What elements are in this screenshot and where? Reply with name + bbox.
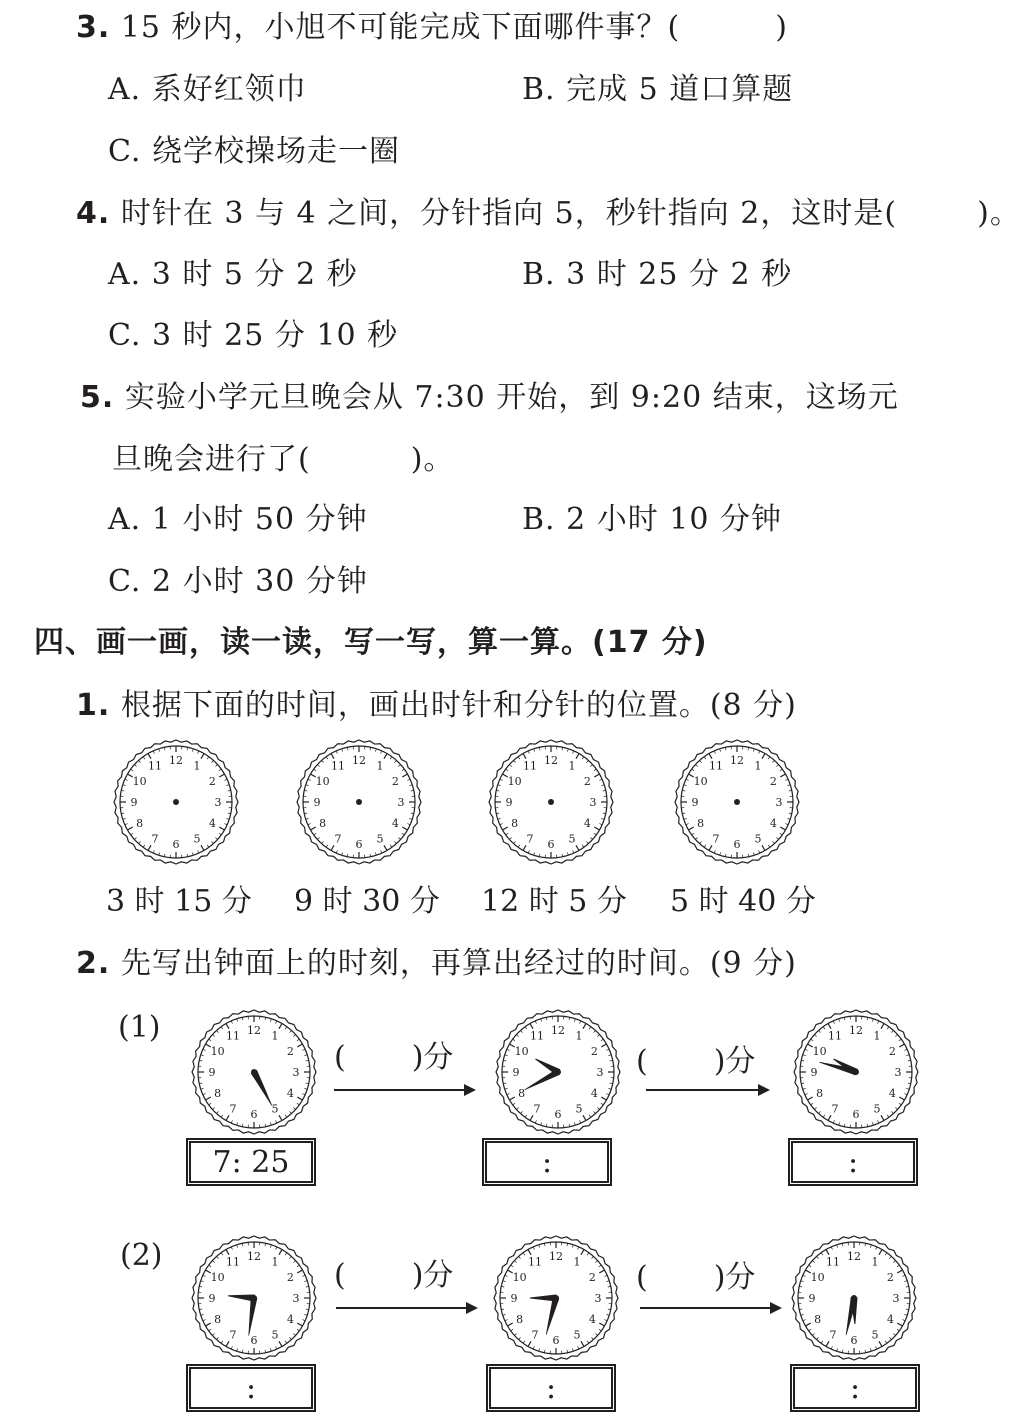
- question-paren-close: )。: [977, 196, 1021, 231]
- clock-number: 8: [214, 1313, 222, 1326]
- clock-number: 12: [544, 754, 558, 767]
- clock-number: 12: [730, 754, 744, 767]
- clock-number: 6: [355, 838, 363, 851]
- clock-number: 7: [151, 832, 159, 846]
- clock-number: 1: [193, 759, 201, 773]
- clock-number: 11: [530, 1029, 544, 1043]
- option-a: A. 3 时 5 分 2 秒: [108, 257, 358, 292]
- clock-center: [251, 1069, 257, 1075]
- clock-number: 9: [208, 1292, 216, 1305]
- clock-center: [555, 1069, 561, 1075]
- part-2-text: 先写出钟面上的时刻，再算出经过的时间。(9 分): [120, 946, 797, 981]
- clock-number: 5: [568, 832, 576, 846]
- clock-number: 9: [808, 1292, 816, 1305]
- clock-number: 1: [376, 759, 384, 773]
- arrow-right-icon: [334, 1298, 480, 1318]
- clock-number: 2: [286, 1271, 294, 1284]
- time-box[interactable]: :: [788, 1138, 918, 1186]
- clock-number: 12: [247, 1250, 261, 1263]
- clock-number: 5: [575, 1102, 583, 1116]
- clock-number: 5: [193, 832, 201, 846]
- clock-number: 2: [769, 775, 777, 788]
- clock-number: 7: [526, 832, 534, 846]
- question-number: 3.: [76, 10, 111, 45]
- clock-number: 9: [691, 796, 699, 809]
- time-box[interactable]: :: [486, 1364, 616, 1412]
- clock-number: 3: [397, 796, 405, 809]
- clock-number: 10: [210, 1045, 225, 1058]
- clock-number: 4: [208, 817, 216, 830]
- clock-number: 8: [511, 817, 519, 830]
- part-1-heading: 1. 根据下面的时间，画出时针和分针的位置。(8 分): [76, 688, 797, 723]
- clock-number: 4: [888, 1087, 896, 1100]
- clock-number: 12: [169, 754, 183, 767]
- clock-number: 11: [709, 759, 723, 773]
- clock-blank: [673, 738, 801, 866]
- clock-a1: [190, 1008, 318, 1136]
- clock-number: 9: [810, 1066, 818, 1079]
- option-c: C. 2 小时 30 分钟: [108, 564, 368, 599]
- arrow-right-icon: [332, 1080, 478, 1100]
- clock-number: 6: [850, 1334, 858, 1347]
- clock-number: 7: [829, 1328, 837, 1342]
- clock-number: 10: [512, 1271, 527, 1284]
- clock-a2: [494, 1008, 622, 1136]
- time-box[interactable]: :: [790, 1364, 920, 1412]
- clock-number: 7: [531, 1328, 539, 1342]
- clock-number: 8: [319, 817, 327, 830]
- clock-number: 11: [528, 1255, 542, 1269]
- clock-number: 4: [286, 1313, 294, 1326]
- row-label: (2): [120, 1238, 163, 1273]
- clock-number: 7: [533, 1102, 541, 1116]
- clock-number: 2: [286, 1045, 294, 1058]
- clock-number: 1: [575, 1029, 583, 1043]
- clock-number: 11: [523, 759, 537, 773]
- clock-number: 4: [588, 1313, 596, 1326]
- clock-number: 2: [208, 775, 216, 788]
- question-text: 时针在 3 与 4 之间，分针指向 5，秒针指向 2，这时是(: [120, 196, 898, 231]
- clock-number: 3: [596, 1066, 604, 1079]
- clock-center: [173, 799, 179, 805]
- question-3: [76, 8, 788, 48]
- clock-center: [356, 799, 362, 805]
- clock-number: 12: [551, 1024, 565, 1037]
- question-number: 4.: [76, 196, 111, 231]
- clock-number: 2: [391, 775, 399, 788]
- question-number: 5.: [80, 380, 115, 415]
- part-1-text: 根据下面的时间，画出时针和分针的位置。(8 分): [120, 688, 797, 723]
- clock-number: 3: [594, 1292, 602, 1305]
- clock-number: 12: [849, 1024, 863, 1037]
- clock-number: 2: [886, 1271, 894, 1284]
- clock-number: 3: [775, 796, 783, 809]
- arrow-right-icon: [638, 1298, 784, 1318]
- clock-number: 3: [894, 1066, 902, 1079]
- clock-number: 8: [516, 1313, 524, 1326]
- time-box[interactable]: :: [186, 1364, 316, 1412]
- minutes-blank: ( )分: [636, 1044, 756, 1079]
- clock-number: 6: [547, 838, 555, 851]
- clock-number: 4: [391, 817, 399, 830]
- question-5: [80, 378, 899, 418]
- option-a: A. 系好红领巾: [108, 72, 307, 107]
- row-label: (1): [118, 1010, 161, 1045]
- section-title: 四、画一画，读一读，写一写，算一算。(17 分): [34, 625, 708, 660]
- clock-number: 6: [552, 1334, 560, 1347]
- arrow-right-icon: [644, 1080, 772, 1100]
- clock-b1: [190, 1234, 318, 1362]
- clock-blank: [487, 738, 615, 866]
- minutes-blank: ( )分: [636, 1260, 756, 1295]
- clock-number: 8: [214, 1087, 222, 1100]
- clock-number: 5: [754, 832, 762, 846]
- clock-number: 11: [826, 1255, 840, 1269]
- clock-blank: [295, 738, 423, 866]
- clock-number: 5: [873, 1102, 881, 1116]
- clock-number: 6: [554, 1108, 562, 1121]
- clock-number: 10: [514, 1045, 529, 1058]
- question-paren-close: )。: [410, 442, 455, 477]
- time-label: 3 时 15 分: [106, 884, 252, 919]
- clock-number: 5: [573, 1328, 581, 1342]
- clock-number: 4: [769, 817, 777, 830]
- clock-number: 10: [812, 1045, 827, 1058]
- clock-center: [251, 1295, 257, 1301]
- clock-number: 4: [286, 1087, 294, 1100]
- clock-number: 11: [226, 1255, 240, 1269]
- clock-center: [553, 1295, 559, 1301]
- clock-center: [548, 799, 554, 805]
- clock-number: 3: [292, 1066, 300, 1079]
- option-b: B. 完成 5 道口算题: [522, 72, 794, 107]
- clock-number: 3: [589, 796, 597, 809]
- clock-number: 9: [512, 1066, 520, 1079]
- clock-number: 6: [733, 838, 741, 851]
- question-text: 15 秒内，小旭不可能完成下面哪件事？(: [120, 10, 681, 45]
- clock-number: 11: [828, 1029, 842, 1043]
- clock-number: 2: [583, 775, 591, 788]
- clock-a3: [792, 1008, 920, 1136]
- clock-number: 2: [588, 1271, 596, 1284]
- clock-number: 8: [697, 817, 705, 830]
- clock-number: 1: [754, 759, 762, 773]
- clock-number: 8: [518, 1087, 526, 1100]
- clock-number: 1: [873, 1029, 881, 1043]
- clock-number: 10: [693, 775, 708, 788]
- clock-b2: [492, 1234, 620, 1362]
- clock-center: [853, 1069, 859, 1075]
- clock-number: 4: [590, 1087, 598, 1100]
- minutes-blank: ( )分: [334, 1258, 454, 1293]
- clock-number: 10: [810, 1271, 825, 1284]
- clock-number: 1: [871, 1255, 879, 1269]
- clock-number: 12: [847, 1250, 861, 1263]
- clock-center: [851, 1295, 857, 1301]
- clock-number: 5: [271, 1328, 279, 1342]
- clock-number: 8: [814, 1313, 822, 1326]
- time-label: 5 时 40 分: [670, 884, 816, 919]
- clock-number: 7: [229, 1102, 237, 1116]
- clock-number: 10: [210, 1271, 225, 1284]
- clock-number: 10: [507, 775, 522, 788]
- clock-number: 10: [315, 775, 330, 788]
- clock-number: 3: [292, 1292, 300, 1305]
- clock-b3: [790, 1234, 918, 1362]
- clock-number: 9: [208, 1066, 216, 1079]
- clock-number: 1: [568, 759, 576, 773]
- option-c: C. 绕学校操场走一圈: [108, 134, 400, 169]
- clock-number: 11: [226, 1029, 240, 1043]
- option-c: C. 3 时 25 分 10 秒: [108, 318, 399, 353]
- clock-number: 9: [130, 796, 138, 809]
- question-text-2: 旦晚会进行了(: [112, 442, 311, 477]
- clock-number: 4: [886, 1313, 894, 1326]
- question-4: [76, 194, 1021, 234]
- clock-number: 6: [250, 1108, 258, 1121]
- clock-number: 8: [816, 1087, 824, 1100]
- clock-number: 2: [888, 1045, 896, 1058]
- option-b: B. 3 时 25 分 2 秒: [522, 257, 793, 292]
- option-b: B. 2 小时 10 分钟: [522, 502, 782, 537]
- clock-number: 6: [250, 1334, 258, 1347]
- question-text: 实验小学元旦晚会从 7:30 开始，到 9:20 结束，这场元: [124, 380, 899, 415]
- option-a: A. 1 小时 50 分钟: [108, 502, 368, 537]
- clock-number: 9: [510, 1292, 518, 1305]
- clock-number: 5: [271, 1102, 279, 1116]
- clock-number: 3: [214, 796, 222, 809]
- clock-number: 12: [352, 754, 366, 767]
- clock-number: 7: [712, 832, 720, 846]
- clock-center: [734, 799, 740, 805]
- clock-number: 10: [132, 775, 147, 788]
- clock-number: 5: [871, 1328, 879, 1342]
- time-label: 12 时 5 分: [481, 884, 627, 919]
- clock-number: 8: [136, 817, 144, 830]
- clock-blank: [112, 738, 240, 866]
- time-label: 9 时 30 分: [294, 884, 440, 919]
- clock-number: 7: [334, 832, 342, 846]
- clock-number: 1: [271, 1029, 279, 1043]
- clock-number: 11: [148, 759, 162, 773]
- clock-number: 9: [505, 796, 513, 809]
- minutes-blank: ( )分: [334, 1040, 454, 1075]
- clock-number: 7: [229, 1328, 237, 1342]
- clock-number: 11: [331, 759, 345, 773]
- question-paren-close: ): [775, 10, 788, 45]
- clock-number: 6: [852, 1108, 860, 1121]
- clock-number: 7: [831, 1102, 839, 1116]
- clock-number: 5: [376, 832, 384, 846]
- clock-number: 4: [583, 817, 591, 830]
- clock-number: 9: [313, 796, 321, 809]
- clock-number: 1: [271, 1255, 279, 1269]
- question-5-line2: [112, 440, 454, 480]
- clock-number: 12: [549, 1250, 563, 1263]
- clock-number: 1: [573, 1255, 581, 1269]
- time-box[interactable]: :: [482, 1138, 612, 1186]
- clock-number: 12: [247, 1024, 261, 1037]
- clock-number: 3: [892, 1292, 900, 1305]
- time-box[interactable]: 7: 25: [186, 1138, 316, 1186]
- clock-number: 6: [172, 838, 180, 851]
- clock-number: 2: [590, 1045, 598, 1058]
- part-2-heading: 2. 先写出钟面上的时刻，再算出经过的时间。(9 分): [76, 946, 797, 981]
